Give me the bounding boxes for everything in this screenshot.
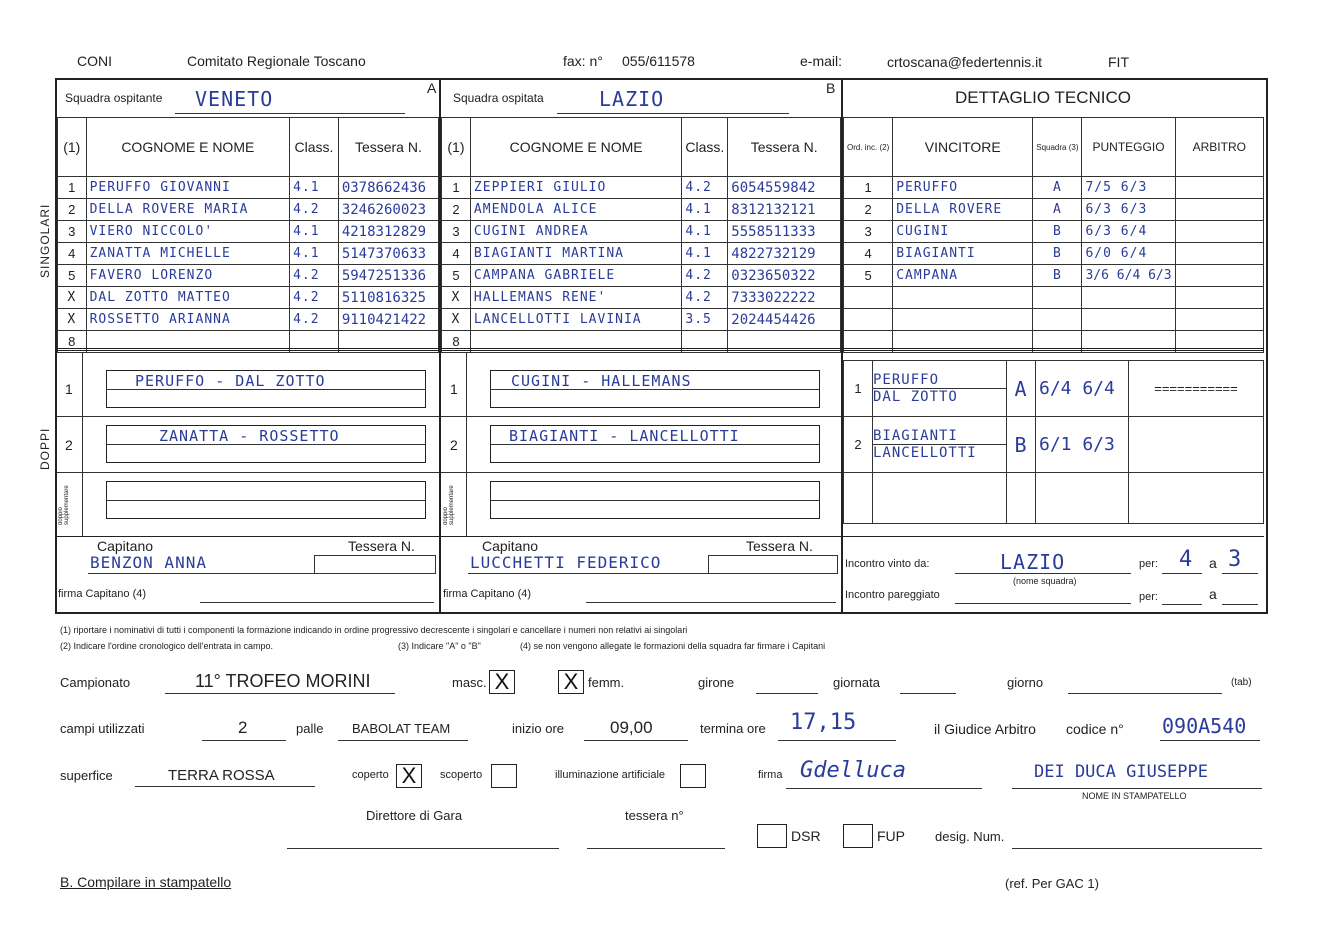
balls-label: palle [296, 721, 324, 736]
col-num: (1) [58, 118, 87, 177]
double-a-box-1[interactable]: PERUFFO - DAL ZOTTO [106, 370, 426, 408]
fup-checkbox[interactable] [843, 824, 873, 848]
surface-value: TERRA ROSSA [168, 767, 275, 784]
surface-label: superfice [60, 768, 113, 783]
tech-title-row [843, 80, 1264, 118]
extra-label-b: doppio supplementare [443, 485, 455, 525]
lighting-label: illuminazione artificiale [555, 769, 666, 781]
a-label-2: a [1209, 586, 1217, 602]
table-row: 4 BIAGIANTI MARTINA 4.1 4822732129 [442, 243, 841, 265]
masc-checkbox[interactable]: X [489, 670, 515, 694]
team-b-title-label: Squadra ospitata [453, 91, 544, 105]
open-label: scoperto [440, 769, 483, 781]
table-row: 5 CAMPANA GABRIELE 4.2 0323650322 [442, 265, 841, 287]
table-row: 4 ZANATTA MICHELLE 4.1 5147370633 [58, 243, 439, 265]
director-label: Direttore di Gara [366, 808, 463, 823]
col-card: Tessera N. [338, 118, 438, 177]
note-1: (1) riportare i nominativi di tutti i componenti la formazione indicando in ordine progressivo decrescente i singolari e cancellare i numeri non relativi ai singolari [60, 625, 688, 635]
footer-right: (ref. Per GAC 1) [1005, 876, 1099, 891]
referee-label: il Giudice Arbitro [934, 721, 1036, 737]
team-a-letter: A [427, 80, 437, 96]
double-b-box-3[interactable] [490, 481, 820, 519]
table-row: 3 VIERO NICCOLO' 4.1 4218312829 [58, 221, 439, 243]
group-label: girone [698, 675, 735, 690]
col-card: Tessera N. [728, 118, 841, 177]
email-label: e-mail: [800, 53, 843, 69]
footer-left: B. Compilare in stampatello [60, 874, 232, 890]
end-value: 17,15 [790, 710, 857, 735]
double-b-num-2: 2 [450, 437, 458, 453]
fax-label: fax: n° [563, 53, 603, 69]
doubles-separator [57, 348, 1264, 351]
captain-b-label: Capitano [482, 538, 539, 554]
tie-label: Incontro pareggiato [845, 589, 940, 601]
note-3: (3) Indicare "A" o "B" [398, 641, 481, 651]
table-row: 5 FAVERO LORENZO 4.2 5947251336 [58, 265, 439, 287]
table-row [844, 287, 1264, 309]
email-address: crtoscana@federtennis.it [887, 54, 1043, 70]
score-a: 4 [1179, 547, 1194, 572]
code-value: 090A540 [1162, 714, 1247, 738]
desig-label: desig. Num. [935, 829, 1005, 844]
won-by: LAZIO [1000, 550, 1066, 574]
courts-value: 2 [238, 718, 248, 737]
captain-b-card-box[interactable] [708, 555, 838, 574]
team-b-name: LAZIO [599, 87, 665, 111]
col-class: Class. [682, 118, 728, 177]
dsr-checkbox[interactable] [757, 824, 787, 848]
captain-a-name: BENZON ANNA [90, 553, 207, 572]
extra-label-a: doppio supplementare [58, 485, 70, 525]
singles-side-label: SINGOLARI [38, 203, 52, 278]
championship-label: Campionato [60, 675, 131, 690]
sign-a-label: firma Capitano (4) [58, 588, 147, 600]
team-a-singles-table [57, 117, 439, 353]
table-row: 3 CUGINI B 6/3 6/4 [844, 221, 1264, 243]
championship-value: 11° TROFEO MORINI [195, 671, 371, 691]
referee-name: DEI DUCA GIUSEPPE [1034, 762, 1208, 782]
sign-b-label: firma Capitano (4) [443, 588, 532, 600]
courts-label: campi utilizzati [60, 721, 145, 736]
team-b-singles-table [441, 117, 841, 353]
end-label: termina ore [700, 721, 766, 736]
start-label: inizio ore [512, 721, 565, 736]
captain-a-label: Capitano [97, 538, 154, 554]
captain-b-card-label: Tessera N. [746, 538, 813, 554]
col-referee: ARBITRO [1175, 118, 1263, 177]
table-row [844, 309, 1264, 331]
table-row: 2 BIAGIANTI LANCELLOTTI B 6/1 6/3 [844, 417, 1264, 473]
start-value: 09,00 [610, 718, 653, 737]
lighting-checkbox[interactable] [680, 764, 706, 788]
card-label: tessera n° [625, 808, 684, 823]
col-class: Class. [290, 118, 339, 177]
code-label: codice n° [1066, 721, 1124, 737]
team-name-note: (nome squadra) [1013, 576, 1077, 586]
double-b-num-1: 1 [450, 381, 458, 397]
sign-label: firma [758, 769, 783, 781]
table-row: 4 BIAGIANTI B 6/0 6/4 [844, 243, 1264, 265]
captain-a-card-label: Tessera N. [348, 538, 415, 554]
fit-label: FIT [1108, 54, 1129, 70]
table-row: 3 CUGINI ANDREA 4.1 5558511333 [442, 221, 841, 243]
table-row: 2 AMENDOLA ALICE 4.1 8312132121 [442, 199, 841, 221]
per-label: per: [1139, 558, 1158, 570]
note-4: (4) se non vengono allegate le formazioni della squadra far firmare i Capitani [520, 641, 826, 651]
referee-signature: Gdelluca [800, 758, 906, 783]
double-a-num-2: 2 [65, 437, 73, 453]
table-row: 8 [442, 331, 841, 353]
team-a-title-label: Squadra ospitante [65, 91, 163, 105]
dsr-label: DSR [791, 828, 821, 844]
table-row: X ROSSETTO ARIANNA 4.2 9110421422 [58, 309, 439, 331]
double-a-box-3[interactable] [106, 481, 426, 519]
col-winner: VINCITORE [893, 118, 1033, 177]
score-b: 3 [1228, 547, 1243, 572]
note-2: (2) Indicare l'ordine cronologico dell'entrata in campo. [60, 641, 274, 651]
team-a-name: VENETO [195, 87, 274, 111]
org-label: CONI [77, 53, 112, 69]
won-label: Incontro vinto da: [845, 558, 930, 570]
table-row: X DAL ZOTTO MATTEO 4.2 5110816325 [58, 287, 439, 309]
team-a-title-row [57, 80, 439, 118]
tech-doubles-table [843, 360, 1264, 524]
masc-label: masc. [452, 675, 487, 690]
covered-label: coperto [352, 769, 389, 781]
table-row: 8 [58, 331, 439, 353]
double-a-box-2[interactable]: ZANATTA - ROSSETTO [106, 425, 426, 463]
day-label: giornata [833, 675, 880, 690]
double-a-num-1: 1 [65, 381, 73, 397]
col-num: (1) [442, 118, 471, 177]
committee-label: Comitato Regionale Toscano [187, 53, 366, 69]
double-b-box-1[interactable]: CUGINI - HALLEMANS [490, 370, 820, 408]
balls-value: BABOLAT TEAM [352, 721, 451, 736]
covered-checkbox[interactable]: X [396, 764, 422, 788]
table-row: X LANCELLOTTI LAVINIA 3.5 2024454426 [442, 309, 841, 331]
team-b-title-row [441, 80, 841, 118]
date-label: giorno [1007, 675, 1044, 690]
table-row: 1 PERUFFO GIOVANNI 4.1 0378662436 [58, 177, 439, 199]
table-row: 2 DELLA ROVERE MARIA 4.2 3246260023 [58, 199, 439, 221]
col-score: PUNTEGGIO [1082, 118, 1175, 177]
col-name: COGNOME E NOME [470, 118, 681, 177]
tech-singles-table [843, 117, 1264, 353]
double-b-box-2[interactable]: BIAGIANTI - LANCELLOTTI [490, 425, 820, 463]
table-row: 5 CAMPANA B 3/6 6/4 6/3 [844, 265, 1264, 287]
fup-label: FUP [877, 828, 905, 844]
col-name: COGNOME E NOME [86, 118, 290, 177]
tab-label: (tab) [1231, 677, 1252, 688]
doubles-side-label: DOPPI [38, 427, 52, 470]
table-row [844, 473, 1264, 524]
table-row: 1 PERUFFO A 7/5 6/3 [844, 177, 1264, 199]
block-note: NOME IN STAMPATELLO [1082, 791, 1187, 801]
table-row: 1 PERUFFO DAL ZOTTO A 6/4 6/4 =========== [844, 361, 1264, 417]
table-row: X HALLEMANS RENE' 4.2 7333022222 [442, 287, 841, 309]
femm-checkbox[interactable]: X [558, 670, 584, 694]
captain-b-name: LUCCHETTI FEDERICO [470, 553, 662, 572]
col-order: Ord. inc. (2) [844, 118, 893, 177]
col-team: Squadra (3) [1033, 118, 1082, 177]
femm-label: femm. [588, 675, 625, 690]
table-row: 1 ZEPPIERI GIULIO 4.2 6054559842 [442, 177, 841, 199]
captain-a-card-box[interactable] [314, 555, 436, 574]
table-row: 2 DELLA ROVERE A 6/3 6/3 [844, 199, 1264, 221]
per-label-2: per: [1139, 591, 1158, 603]
team-b-letter: B [826, 80, 836, 96]
tech-title: DETTAGLIO TECNICO [955, 88, 1132, 107]
a-label: a [1209, 555, 1217, 571]
open-checkbox[interactable] [491, 764, 517, 788]
fax-number: 055/611578 [622, 53, 695, 69]
